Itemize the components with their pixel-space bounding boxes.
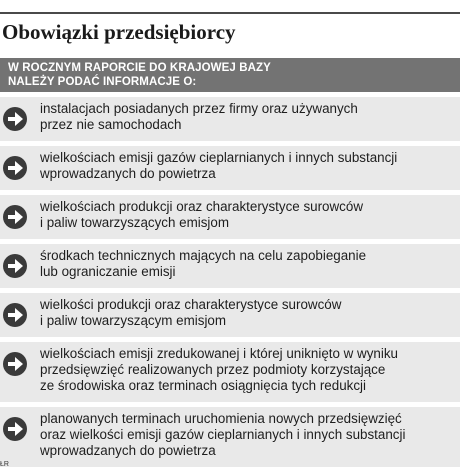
list-item [0, 407, 460, 467]
list-item-text: wielkości produkcji oraz charakterystyce surowców [40, 297, 342, 312]
top-rule [0, 12, 460, 14]
list-item-text: wielkościach emisji gazów cieplarnianych i innych substancji [40, 150, 398, 165]
list-item-text: przez nie samochodach [40, 117, 182, 132]
list-item-text: wielkościach emisji zredukowanej i której uniknięto w wyniku [40, 346, 398, 361]
list-item [0, 195, 460, 239]
list-item-text: przedsięwzięć realizowanych przez podmioty korzystające [40, 362, 386, 377]
list-item-text: środkach technicznych mających na celu zapobieganie [40, 248, 367, 263]
list-item-text: lub ograniczanie emisji [40, 264, 176, 279]
info-header-line: W ROCZNYM RAPORCIE DO KRAJOWEJ BAZY [8, 62, 271, 74]
list-item-text: wprowadzanych do powietrza [40, 166, 216, 181]
list-item-text: i paliw towarzyszących emisjom [40, 215, 230, 230]
arrow-right-icon [2, 204, 28, 230]
list-item [0, 97, 460, 141]
arrow-right-icon [2, 106, 28, 132]
info-header [0, 58, 460, 92]
list-item [0, 244, 460, 288]
arrow-right-icon [2, 351, 28, 377]
list-item-text: instalacjach posiadanych przez firmy oraz używanych [40, 101, 358, 116]
list-item [0, 146, 460, 190]
list-item-text: planowanych terminach uruchomienia nowych przedsięwzięć [40, 411, 402, 426]
arrow-right-icon [2, 416, 28, 442]
list-item-text: i paliw towarzyszącym emisjom [40, 313, 227, 328]
list-item-text: ze środowiska oraz terminach osiągnięcia tych redukcji [40, 378, 366, 393]
list-item [0, 342, 460, 402]
arrow-right-icon [2, 302, 28, 328]
arrow-right-icon [2, 155, 28, 181]
list-item-text: wielkościach produkcji oraz charakterystyce surowców [40, 199, 363, 214]
list-item-text: oraz wielkości emisji gazów cieplarnianych i innych substancji [40, 427, 406, 442]
list-item-text: wprowadzanych do powietrza [40, 443, 216, 458]
page-title: Obowiązki przedsiębiorcy [2, 20, 236, 44]
info-header-line: NALEŻY PODAĆ INFORMACJE O: [8, 76, 197, 88]
list-item [0, 293, 460, 337]
arrow-right-icon [2, 253, 28, 279]
author-credit: ŁR [0, 461, 9, 468]
